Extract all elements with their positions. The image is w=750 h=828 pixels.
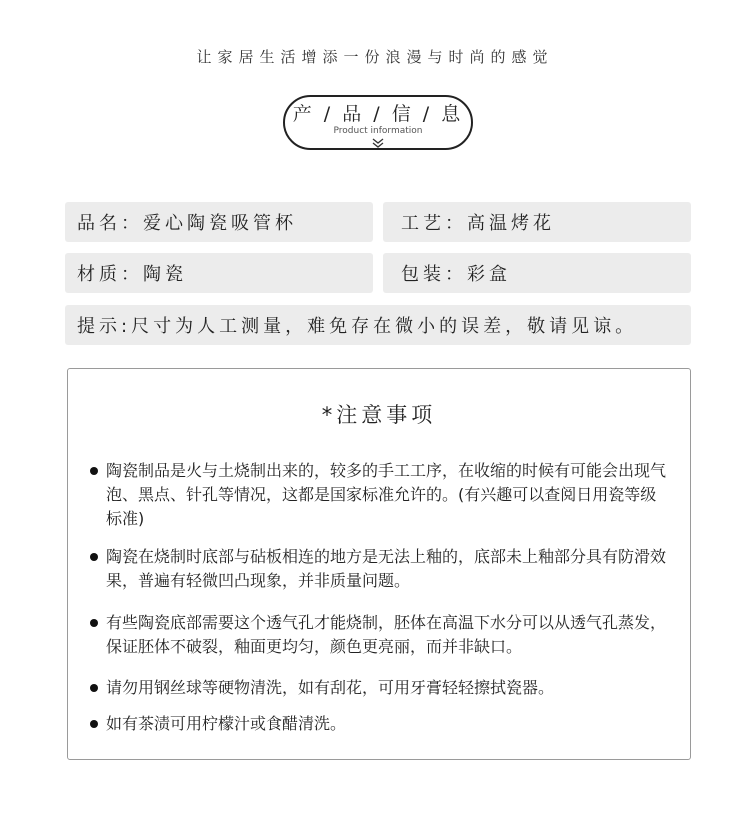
notice-item-text: 陶瓷在烧制时底部与砧板相连的地方是无法上釉的，底部未上釉部分具有防滑效果，普遍有轻微凹凸现象，并非质量问题。: [106, 547, 667, 590]
notice-item: [90, 459, 670, 531]
section-subtitle: Product information: [333, 126, 423, 136]
material-label: 材质：: [77, 264, 143, 285]
notice-item-text: 请勿用钢丝球等硬物清洗，如有刮花，可用牙膏轻轻擦拭瓷器。: [106, 678, 555, 697]
material-value: 陶瓷: [143, 264, 187, 285]
bullet-icon: [90, 467, 98, 475]
tagline: 让家居生活增添一份浪漫与时尚的感觉: [196, 48, 554, 66]
tip-label: 提示:: [77, 316, 132, 337]
double-chevron-down-icon: [372, 138, 384, 148]
package-row: [383, 253, 691, 293]
bullet-icon: [90, 619, 98, 627]
package-label: 包装：: [401, 264, 467, 285]
notice-item-text: 陶瓷制品是火与土烧制出来的，较多的手工工序，在收缩的时候有可能会出现气泡、黑点、针孔等情况，这都是国家标准允许的。(有兴趣可以查阅日用瓷等级标准): [106, 461, 667, 528]
tip-row: [65, 305, 691, 345]
section-title: 产 / 品 / 信 / 息: [292, 103, 464, 125]
tip-value: 尺寸为人工测量，难免存在微小的误差，敬请见谅。: [131, 316, 638, 337]
material-row: [65, 253, 373, 293]
notice-item-text: 有些陶瓷底部需要这个透气孔才能烧制，胚体在高温下水分可以从透气孔蒸发，保证胚体不破裂，釉面更均匀，颜色更亮丽，而并非缺口。: [106, 613, 667, 656]
notice-item: [90, 611, 670, 659]
notice-item: [90, 545, 670, 593]
product-name-label: 品名：: [77, 213, 143, 234]
craft-row: [383, 202, 691, 242]
notice-title: *注意事项: [321, 403, 437, 427]
section-title-badge: [283, 95, 473, 150]
bullet-icon: [90, 720, 98, 728]
package-value: 彩盒: [467, 264, 511, 285]
notice-item: [90, 712, 670, 736]
notice-item: [90, 676, 670, 700]
craft-label: 工艺：: [401, 213, 467, 234]
bullet-icon: [90, 553, 98, 561]
product-name-value: 爱心陶瓷吸管杯: [143, 213, 297, 234]
product-name-row: [65, 202, 373, 242]
bullet-icon: [90, 684, 98, 692]
craft-value: 高温烤花: [467, 213, 555, 234]
notice-box: [67, 368, 691, 760]
notice-item-text: 如有茶渍可用柠檬汁或食醋清洗。: [106, 714, 347, 733]
